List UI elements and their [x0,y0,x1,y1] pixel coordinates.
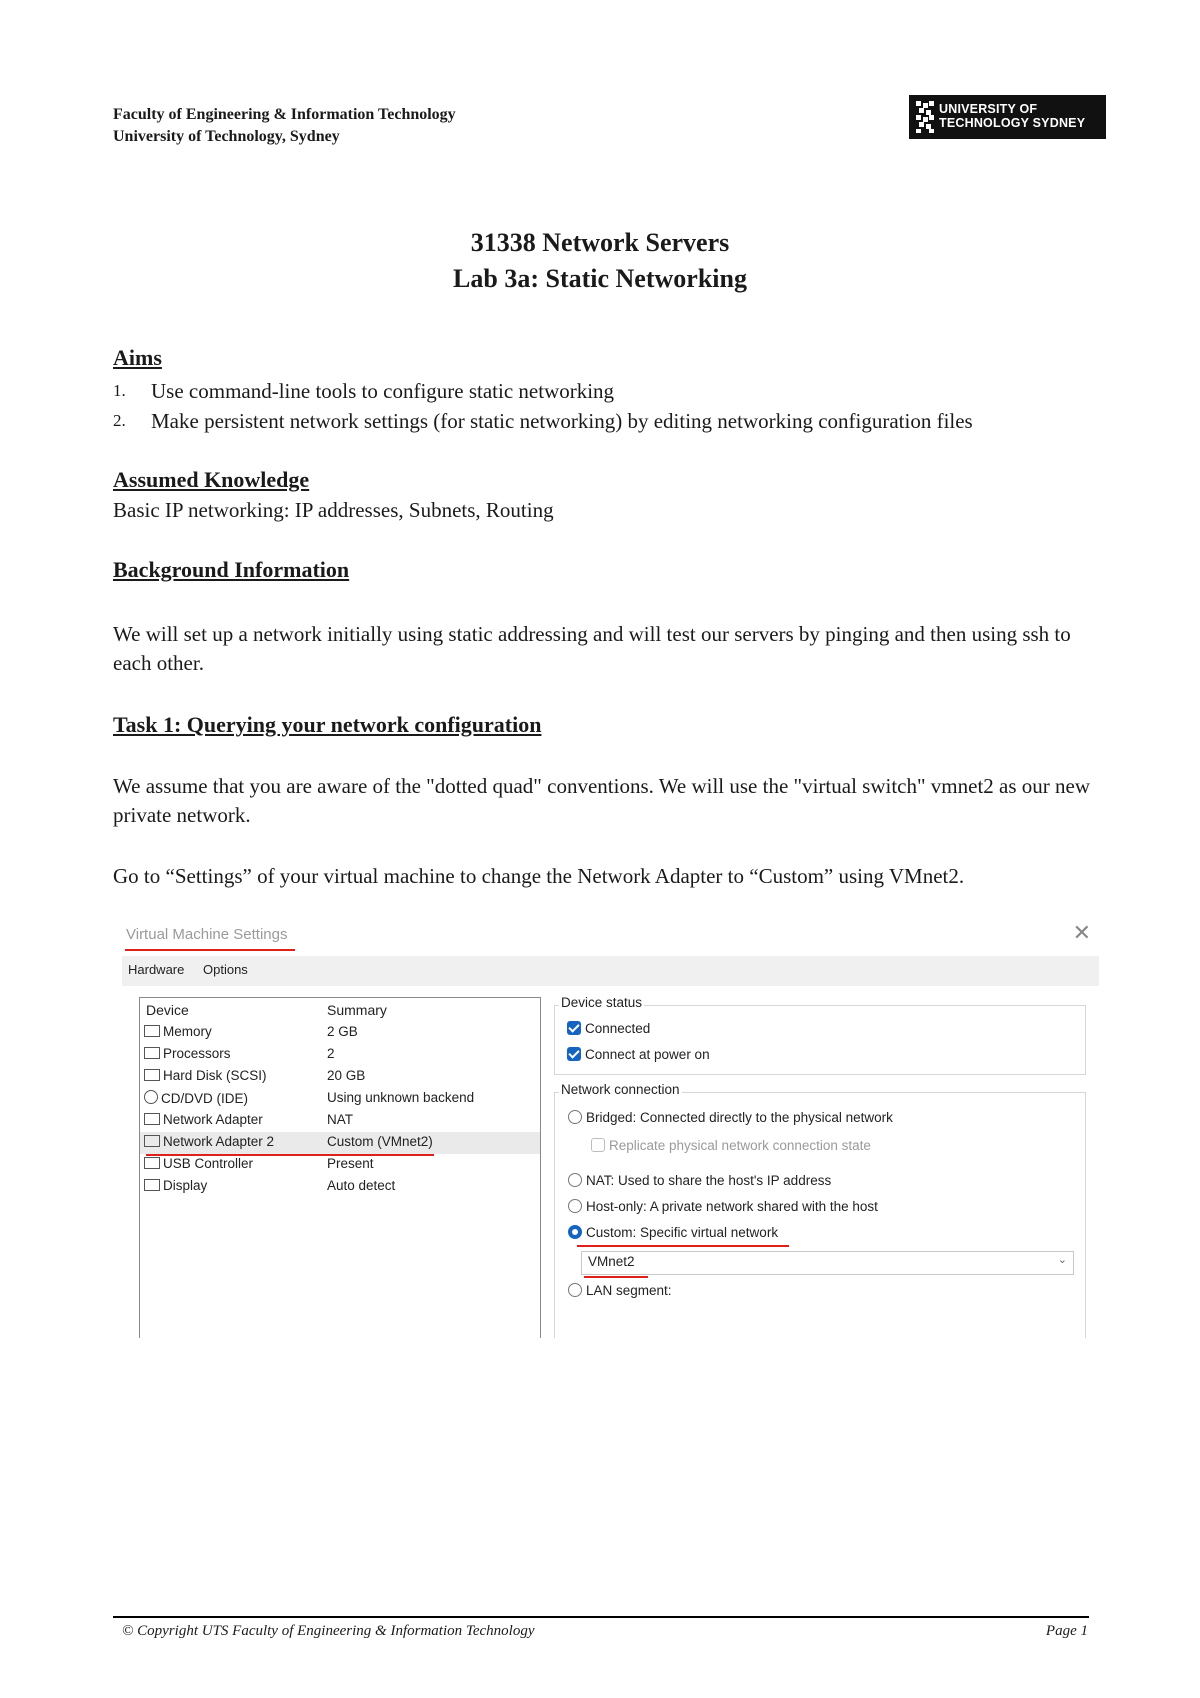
network-adapter-icon [144,1135,160,1147]
radio-icon [568,1283,582,1297]
aims-heading: Aims [113,345,162,370]
footer-rule [113,1616,1089,1618]
connect-at-power-on-checkbox[interactable]: Connect at power on [567,1047,710,1062]
device-row[interactable]: Network Adapter NAT [140,1110,540,1132]
radio-icon [568,1110,582,1124]
radio-icon [568,1173,582,1187]
uts-logo-mark-icon [914,100,936,134]
network-connection-label: Network connection [561,1082,680,1097]
faculty-header [113,104,456,148]
display-icon [144,1179,160,1191]
aims-item: 2. Make persistent network settings (for static networking) by editing networking configuration files [113,409,973,433]
task1-heading: Task 1: Querying your network configuration [113,712,542,737]
connected-checkbox[interactable]: Connected [567,1021,650,1036]
device-row[interactable]: Memory 2 GB [140,1022,540,1044]
course-title: 31338 Network Servers [470,228,730,257]
custom-option-highlight [577,1245,789,1247]
university-name: University of Technology, Sydney [113,128,340,145]
footer-page-number: Page 1 [1045,1623,1088,1639]
chevron-down-icon: ⌄ [1057,1254,1067,1266]
custom-radio[interactable]: Custom: Specific virtual network [568,1225,778,1240]
device-row[interactable]: USB Controller Present [140,1154,540,1176]
radio-selected-icon [568,1225,582,1239]
aims-list [113,376,973,436]
device-row[interactable]: CD/DVD (IDE) Using unknown backend [140,1088,540,1110]
device-column-header: Device [146,1002,189,1018]
bridged-radio[interactable]: Bridged: Connected directly to the physical network [568,1110,893,1125]
network-adapter-icon [144,1113,160,1125]
device-row[interactable]: Display Auto detect [140,1176,540,1198]
replicate-state-checkbox[interactable]: Replicate physical network connection state [591,1138,871,1153]
lan-segment-radio[interactable]: LAN segment: [568,1283,672,1298]
vmnet2-highlight [584,1276,648,1278]
hard-disk-icon [144,1069,160,1081]
window-title-highlight [125,949,295,951]
checkbox-checked-icon [567,1047,581,1061]
assumed-knowledge-text: Basic IP networking: IP addresses, Subnets, Routing [113,498,554,522]
device-status-group [554,1005,1086,1075]
memory-icon [144,1025,160,1037]
device-list [139,997,541,1338]
logo-text-line2: TECHNOLOGY SYDNEY [939,116,1086,130]
device-row-selected[interactable]: Network Adapter 2 Custom (VMnet2) [140,1132,540,1154]
host-only-radio[interactable]: Host-only: A private network shared with the host [568,1199,878,1214]
vm-settings-screenshot [122,920,1099,1338]
device-status-label: Device status [561,995,643,1010]
custom-network-select[interactable]: VMnet2 ⌄ [581,1251,1074,1275]
background-text: We will set up a network initially using static addressing and will test our servers by pinging and then using ssh to each other. [113,622,1071,675]
summary-column-header: Summary [327,1002,387,1018]
usb-icon [144,1157,160,1169]
logo-text-line1: UNIVERSITY OF [939,102,1038,116]
processor-icon [144,1047,160,1059]
aims-item: 1. Use command-line tools to configure static networking [113,379,615,403]
assumed-knowledge-heading: Assumed Knowledge [113,467,310,492]
radio-icon [568,1199,582,1213]
faculty-name: Faculty of Engineering & Information Technology [113,106,456,123]
uts-logo [909,95,1106,139]
tab-options[interactable]: Options [203,962,248,977]
checkbox-checked-icon [567,1021,581,1035]
tab-hardware[interactable]: Hardware [128,962,185,977]
lab-title: Lab 3a: Static Networking [453,264,747,293]
window-title: Virtual Machine Settings [126,926,288,943]
device-row[interactable]: Hard Disk (SCSI) 20 GB [140,1066,540,1088]
cd-dvd-icon [144,1090,158,1104]
network-connection-group [554,1092,1086,1338]
nat-radio[interactable]: NAT: Used to share the host's IP address [568,1173,831,1188]
device-row[interactable]: Processors 2 [140,1044,540,1066]
close-icon[interactable]: ✕ [1072,920,1091,945]
tab-bar [122,956,1099,986]
task1-paragraph-1: We assume that you are aware of the "dotted quad" conventions. We will use the "virtual switch" vmnet2 as our new private network. [113,774,1091,827]
checkbox-unchecked-icon [591,1138,605,1152]
background-heading: Background Information [113,557,350,582]
task1-paragraph-2: Go to “Settings” of your virtual machine to change the Network Adapter to “Custom” using VMnet2. [113,864,965,888]
footer-copyright: © Copyright UTS Faculty of Engineering & Information Technology [122,1623,535,1639]
